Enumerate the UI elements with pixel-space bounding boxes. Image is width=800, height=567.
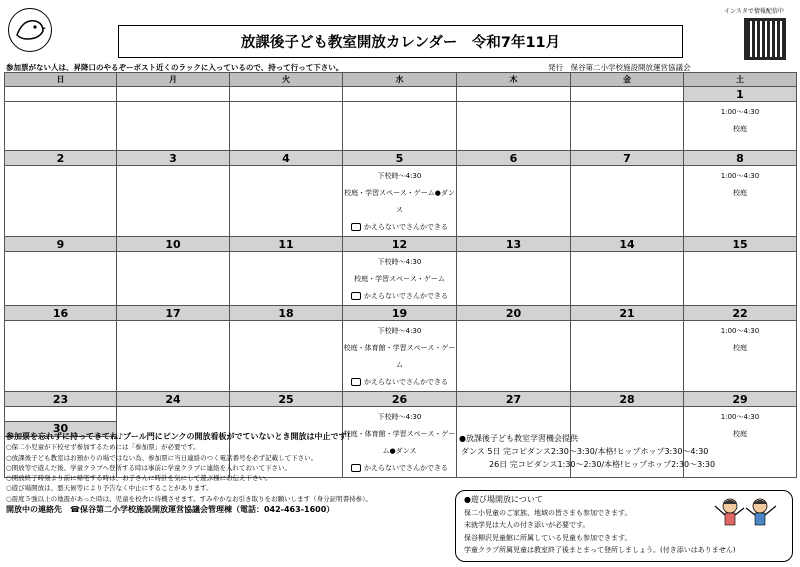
- date-cell: [5, 87, 117, 102]
- participation-notice: 参加票がない人は、昇降口のやるぞーポスト近くのラックに入っているので、持って行って下さい。: [6, 63, 344, 72]
- open-time: 1:00～4:30: [720, 413, 760, 421]
- day-content-cell: [117, 102, 230, 151]
- playground-heading: ●遊び場開放について: [464, 495, 543, 504]
- open-time: 下校時～4:30: [377, 258, 422, 266]
- stay-note: [343, 288, 456, 305]
- bird-icon: [13, 15, 47, 45]
- day-content-cell: [230, 166, 343, 237]
- day-content-cell: [343, 321, 457, 392]
- day-content-cell: [343, 252, 457, 306]
- date-cell: 16: [5, 306, 117, 321]
- weekday-tue: 火: [230, 73, 343, 87]
- instagram-label: インスタで情報配信中: [724, 8, 784, 15]
- children-illustration-icon: [700, 496, 786, 530]
- content-row: [5, 321, 797, 392]
- stay-note-text: かえらないでさんかできる: [364, 378, 448, 386]
- date-cell: 17: [117, 306, 230, 321]
- date-cell: [457, 87, 571, 102]
- weekday-sun: 日: [5, 73, 117, 87]
- day-content-cell: [684, 321, 797, 392]
- date-cell: 26: [343, 392, 457, 407]
- open-time: 下校時～4:30: [377, 413, 422, 421]
- dance-heading: ●放課後子ども教室学習機会提供: [459, 434, 578, 443]
- date-cell: 24: [117, 392, 230, 407]
- day-content-cell: [5, 321, 117, 392]
- date-row: [5, 392, 797, 407]
- open-place: 校庭: [733, 189, 747, 197]
- date-cell: [571, 87, 684, 102]
- open-place: 校庭: [733, 125, 747, 133]
- day-content-cell: [684, 166, 797, 237]
- stay-note-text: かえらないでさんかできる: [364, 464, 448, 472]
- playground-line: 未就学児は大人の付き添いが必要です。: [464, 521, 590, 529]
- content-row: [5, 102, 797, 151]
- open-place: 校庭・学習スペース・ゲーム●ダンス: [344, 189, 455, 214]
- open-time: 下校時～4:30: [377, 327, 422, 335]
- open-place: 校庭: [733, 430, 747, 438]
- date-cell: 1: [684, 87, 797, 102]
- date-cell: 5: [343, 151, 457, 166]
- date-cell: 23: [5, 392, 117, 407]
- date-cell: [117, 87, 230, 102]
- stay-note: [343, 374, 456, 391]
- day-content-cell: [457, 166, 571, 237]
- date-cell: 6: [457, 151, 571, 166]
- open-time: 1:00～4:30: [720, 327, 760, 335]
- date-cell-extra: 30: [5, 422, 116, 437]
- date-row: [5, 87, 797, 102]
- dance-line-1: ダンス 5日 完コピダンス2:30～3:30/本格!ヒップホップ3:30～4:30: [461, 447, 709, 456]
- day-content-cell: [571, 252, 684, 306]
- date-cell: [230, 87, 343, 102]
- note-item: ○遊び場開放は、悪天候等により予告なく中止にすることがあります。: [6, 484, 213, 493]
- weekday-wed: 水: [343, 73, 457, 87]
- publisher: 発行 保谷第二小学校施設開放運営協議会: [548, 63, 691, 72]
- date-cell: 27: [457, 392, 571, 407]
- weekday-sat: 土: [684, 73, 797, 87]
- notes-section: [6, 432, 446, 515]
- date-cell: 19: [343, 306, 457, 321]
- date-cell: 7: [571, 151, 684, 166]
- date-cell: 15: [684, 237, 797, 252]
- day-content-cell: [117, 166, 230, 237]
- dance-info: [459, 432, 715, 471]
- note-item: ○震度５強以上の地震があった時は、児童を校舎に待機させます。すみやかなお引き取りをお願いします（身分証明書持参）。: [6, 494, 372, 503]
- date-row: [5, 151, 797, 166]
- stay-note-text: かえらないでさんかできる: [364, 223, 448, 231]
- open-place: 校庭: [733, 344, 747, 352]
- date-cell: 21: [571, 306, 684, 321]
- open-time: 1:00～4:30: [720, 172, 760, 180]
- weekday-fri: 金: [571, 73, 684, 87]
- date-cell: 3: [117, 151, 230, 166]
- date-cell: 29: [684, 392, 797, 407]
- day-content-cell: [5, 166, 117, 237]
- day-content-cell: [5, 102, 117, 151]
- date-cell: 25: [230, 392, 343, 407]
- date-cell: 10: [117, 237, 230, 252]
- notes-heading: 参加票を忘れずに持ってきてね♪プール門にピンクの開放看板がでていないとき開放は中止です！: [6, 432, 355, 441]
- weekday-thu: 木: [457, 73, 571, 87]
- date-row: [5, 306, 797, 321]
- day-content-cell: [684, 252, 797, 306]
- day-content-cell: [571, 102, 684, 151]
- day-content-cell: [230, 252, 343, 306]
- weekday-header-row: [5, 73, 797, 87]
- note-item: ○開放等で遊んだ後、学童クラブへ登所する時は事前に学童クラブに連絡を入れておいて下さい。: [6, 463, 292, 472]
- day-content-cell: [5, 252, 117, 306]
- book-icon: [351, 223, 361, 231]
- calendar-table: [4, 72, 797, 478]
- open-place: 校庭・体育館・学習スペース・ゲーム: [343, 344, 456, 369]
- day-content-cell: [457, 102, 571, 151]
- date-cell: [343, 87, 457, 102]
- day-content-cell: [230, 321, 343, 392]
- content-row: [5, 166, 797, 237]
- open-time: 下校時～4:30: [377, 172, 422, 180]
- book-icon: [351, 378, 361, 386]
- weekday-mon: 月: [117, 73, 230, 87]
- note-item: ○保二小児童が下校せず参加するためには「参加票」が必要です。: [6, 443, 200, 452]
- open-place: 校庭・学習スペース・ゲーム: [354, 275, 445, 283]
- content-row: [5, 252, 797, 306]
- playground-line: 保谷柳沢児童館に所属している児童も参加できます。: [464, 533, 632, 542]
- date-cell: 20: [457, 306, 571, 321]
- book-icon: [351, 292, 361, 300]
- playground-line: 学童クラブ所属児童は教室終了後まとまって登所しましょう。(付き添いはありません): [464, 546, 736, 554]
- day-content-cell: [457, 252, 571, 306]
- date-cell: 13: [457, 237, 571, 252]
- date-cell: 28: [571, 392, 684, 407]
- day-content-cell: [343, 166, 457, 237]
- club-logo: [8, 8, 52, 52]
- stay-note-text: かえらないでさんかできる: [364, 292, 448, 300]
- date-cell: 11: [230, 237, 343, 252]
- open-time: 1:00～4:30: [720, 108, 760, 116]
- date-cell: 2: [5, 151, 117, 166]
- contact-info: 開放中の連絡先 ☎保谷第二小学校施設開放運営協議会管理棟（電話：042-463-1600）: [6, 505, 335, 515]
- day-content-cell: [571, 321, 684, 392]
- date-row: [5, 237, 797, 252]
- page-title: 放課後子ども教室開放カレンダー 令和7年11月: [118, 25, 683, 58]
- day-content-cell: [117, 321, 230, 392]
- playground-line: 保二小児童のご家族、地域の皆さまも参加できます。: [464, 508, 632, 517]
- date-cell: 4: [230, 151, 343, 166]
- date-cell: 18: [230, 306, 343, 321]
- note-item: ○開放終了時刻より前に帰宅する時は、お子さんに時計を気にして遊ぶ様にお伝え下さい。: [6, 474, 272, 483]
- qr-code-icon[interactable]: [744, 18, 786, 60]
- stay-note: [343, 219, 456, 236]
- day-content-cell: [571, 166, 684, 237]
- date-cell: 9: [5, 237, 117, 252]
- date-cell: 14: [571, 237, 684, 252]
- date-cell: 8: [684, 151, 797, 166]
- day-content-cell: [684, 102, 797, 151]
- date-cell: 12: [343, 237, 457, 252]
- day-content-cell: [117, 252, 230, 306]
- dance-line-2: 26日 完コピダンス1:30～2:30/本格!ヒップホップ2:30～3:30: [489, 460, 716, 469]
- day-content-cell: [343, 102, 457, 151]
- date-cell: 22: [684, 306, 797, 321]
- day-content-cell: [230, 102, 343, 151]
- day-content-cell: [457, 321, 571, 392]
- note-item: ○放課後子ども教室はお預かりの場ではない為、参加票に当日連絡のつく電話番号を必ず記載して下さい。: [6, 453, 318, 462]
- open-place: 校庭・体育館・学習スペース・ゲーム●ダンス: [343, 430, 456, 455]
